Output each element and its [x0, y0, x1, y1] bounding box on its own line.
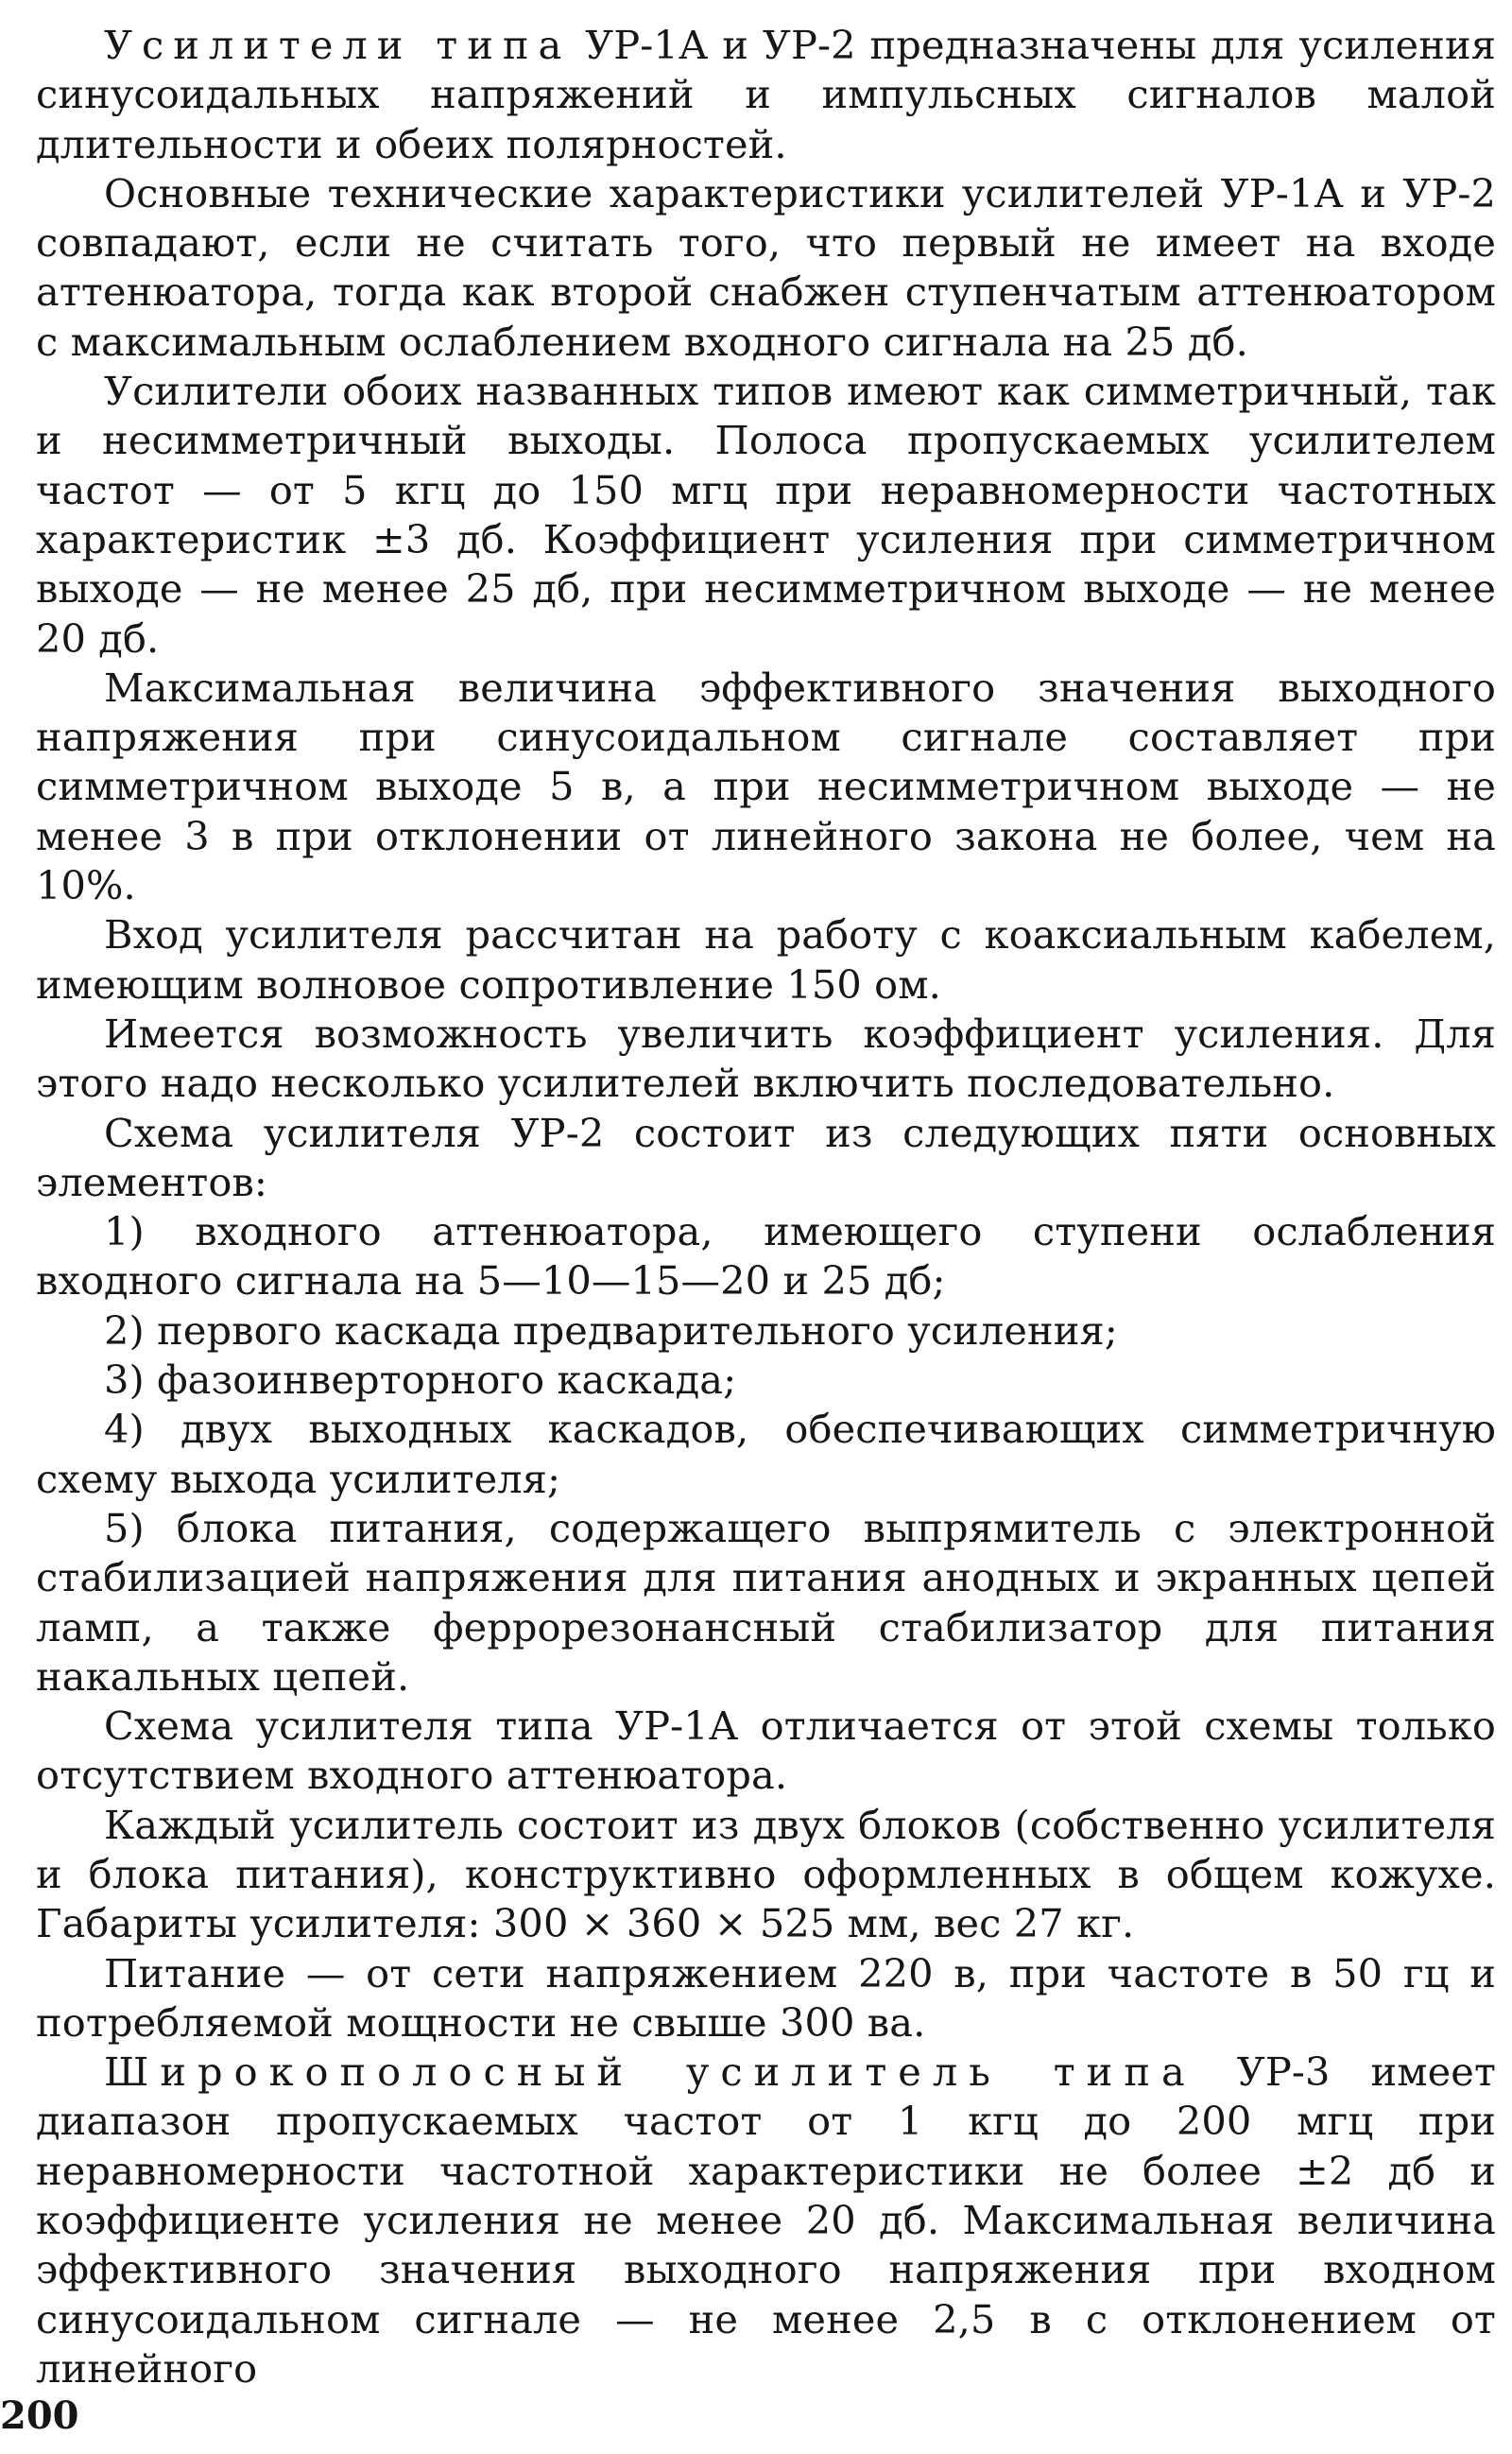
list-item: 1) входного аттенюатора, имеющего ступени ослабления входного сигнала на 5—10—15—20 и 25 дб; [36, 1208, 1496, 1305]
list-item: 2) первого каскада предварительного усиления; [104, 1306, 1118, 1354]
page-body [36, 21, 1496, 2394]
paragraph-ur1a-ur2-purpose: Усилители типа УР-1А и УР-2 предназначены для усиления синусоидальных напряжений и импульсных сигналов малой длительности и обеих полярностей. [36, 22, 1496, 167]
list-item: 5) блока питания, содержащего выпрямитель с электронной стабилизацией напряжения для питания анодных и экранных цепей ламп, а также феррорезонансный стабилизатор для питания накальных цепей. [36, 1504, 1496, 1700]
paragraph-cascade-gain: Имеется возможность увеличить коэффициент усиления. Для этого надо несколько усилителей включить последовательно. [36, 1010, 1496, 1107]
paragraph-ur1a-difference: Схема усилителя типа УР-1А отличается от этой схемы только отсутствием входного аттенюатора. [36, 1702, 1496, 1799]
spaced-lead-text: Усилители типа [104, 22, 572, 68]
paragraph-outputs-bandwidth: Усилители обоих названных типов имеют как симметричный, так и несимметричный выходы. Полоса пропускаемых усилителем частот — от 5 кгц до 150 мгц при неравномерности частотных характеристик ±3 дб. Коэффициент усиления при симметричном выходе — не менее 25 дб, при несимметричном выходе — не менее 20 дб. [36, 368, 1496, 662]
paragraph-input-cable: Вход усилителя рассчитан на работу с коаксиальным кабелем, имеющим волновое сопротивление 150 ом. [36, 911, 1496, 1008]
paragraph-ur2-elements: Схема усилителя УР-2 состоит из следующих пяти основных элементов: [36, 1109, 1496, 1205]
paragraph-construction-dimensions: Каждый усилитель состоит из двух блоков (собственно усилителя и блока питания), конструктивно оформленных в общем кожухе. Габариты усилителя: 300 × 360 × 525 мм, вес 27 кг. [36, 1801, 1496, 1947]
paragraph-output-voltage: Максимальная величина эффективного значения выходного напряжения при синусоидальном сигнале составляет при симметричном выходе 5 в, а при несимметричном выходе — не менее 3 в при отклонении от линейного закона не более, чем на 10%. [36, 664, 1496, 909]
list-item: 3) фазоинверторного каскада; [104, 1357, 737, 1404]
page-number: 200 [0, 2394, 79, 2438]
paragraph-power-supply: Питание — от сети напряжением 220 в, при частоте в 50 гц и потребляемой мощности не свыше 300 ва. [36, 1949, 1496, 2046]
list-item: 4) двух выходных каскадов, обеспечивающих симметричную схему выхода усилителя; [36, 1406, 1496, 1502]
paragraph-ur3-wideband: Широкополосный усилитель типа УР-3 имеет диапазон пропускаемых частот от 1 кгц до 200 мгц при неравномерности частотной характеристики не более ±2 дб и коэффициенте усиления не менее 20 дб. Максимальная величина эффективного значения выходного напряжения при входном синусоидальном сигнале — не менее 2,5 в с отклонением от линейного [36, 2048, 1497, 2392]
spaced-lead-text: Широкополосный усилитель типа [104, 2048, 1196, 2096]
paragraph-main-characteristics: Основные технические характеристики усилителей УР-1А и УР-2 совпадают, если не считать того, что первый не имеет на входе аттенюатора, тогда как второй снабжен ступенчатым аттенюатором с максимальным ослаблением входного сигнала на 25 дб. [36, 169, 1496, 365]
